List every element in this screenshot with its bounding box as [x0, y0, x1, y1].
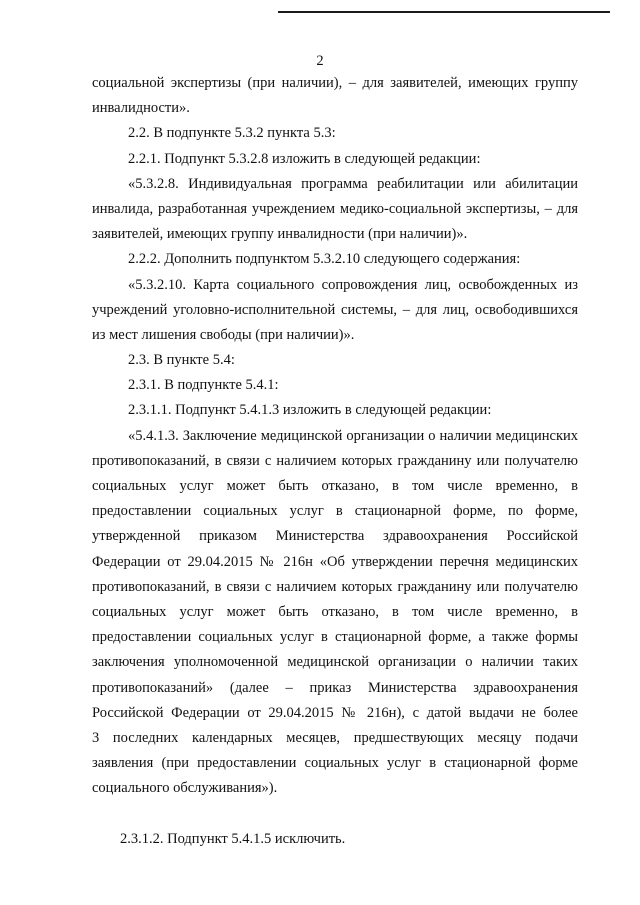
top-rule [278, 11, 610, 13]
text-line: социального обслуживания»). [92, 780, 278, 797]
text-line: «5.3.2.10. Карта социального сопровождения лиц, освобожденных из [128, 276, 578, 293]
text-line: противопоказаний, в связи с наличием которых гражданину или получателю [92, 452, 578, 469]
text-line: предоставлении социальных услуг в стационарной форме, по форме, [92, 503, 578, 520]
text-line: 2.2.2. Дополнить подпунктом 5.3.2.10 следующего содержания: [128, 251, 521, 268]
text-line: социальных услуг может быть отказано, в том числе временно, в [92, 603, 578, 620]
text-line: утвержденной приказом Министерства здравоохранения Российской [92, 528, 578, 545]
text-line: предоставлении социальных услуг в стационарной форме, а также формы [92, 629, 578, 646]
text-line: 2.3.1.1. Подпункт 5.4.1.3 изложить в следующей редакции: [128, 402, 492, 419]
text-line: 2.2. В подпункте 5.3.2 пункта 5.3: [128, 125, 336, 142]
text-line: «5.3.2.8. Индивидуальная программа реабилитации или абилитации [128, 175, 578, 192]
text-line: противопоказаний, в связи с наличием которых гражданину или получателю [92, 578, 578, 595]
text-line: заявителей, имеющих группу инвалидности (при наличии)». [92, 226, 468, 243]
text-line: 2.3.1.2. Подпункт 5.4.1.5 исключить. [120, 830, 346, 847]
text-line: 2.3.1. В подпункте 5.4.1: [128, 377, 279, 394]
text-line: социальных услуг может быть отказано, в том числе временно, в [92, 478, 578, 494]
text-line: инвалидности». [92, 100, 190, 117]
document-body [92, 71, 578, 852]
text-line: заключения уполномоченной медицинской организации о наличии таких [92, 654, 578, 671]
text-line: заявления (при предоставлении социальных услуг в стационарной форме [92, 755, 578, 772]
text-line: противопоказаний» (далее – приказ Министерства здравоохранения [92, 679, 578, 696]
text-line: социальной экспертизы (при наличии), – для заявителей, имеющих группу [92, 75, 578, 91]
text-line: 2.2.1. Подпункт 5.3.2.8 изложить в следующей редакции: [128, 150, 481, 167]
text-line: 3 последних календарных месяцев, предшествующих месяцу подачи [92, 729, 578, 746]
text-line: Российской Федерации от 29.04.2015 № 216н), с датой выдачи не более [92, 704, 578, 721]
text-line: Федерации от 29.04.2015 № 216н «Об утверждении перечня медицинских [92, 553, 578, 570]
text-line: инвалида, разработанная учреждением медико-социальной экспертизы, – для [92, 200, 578, 217]
text-line: 2.3. В пункте 5.4: [128, 352, 235, 369]
text-line: из мест лишения свободы (при наличии)». [92, 326, 355, 343]
text-line: учреждений уголовно-исполнительной системы, – для лиц, освободившихся [92, 301, 578, 318]
page-number: 2 [316, 53, 324, 69]
text-line: «5.4.1.3. Заключение медицинской организации о наличии медицинских [128, 427, 578, 444]
blank-line [92, 801, 578, 826]
